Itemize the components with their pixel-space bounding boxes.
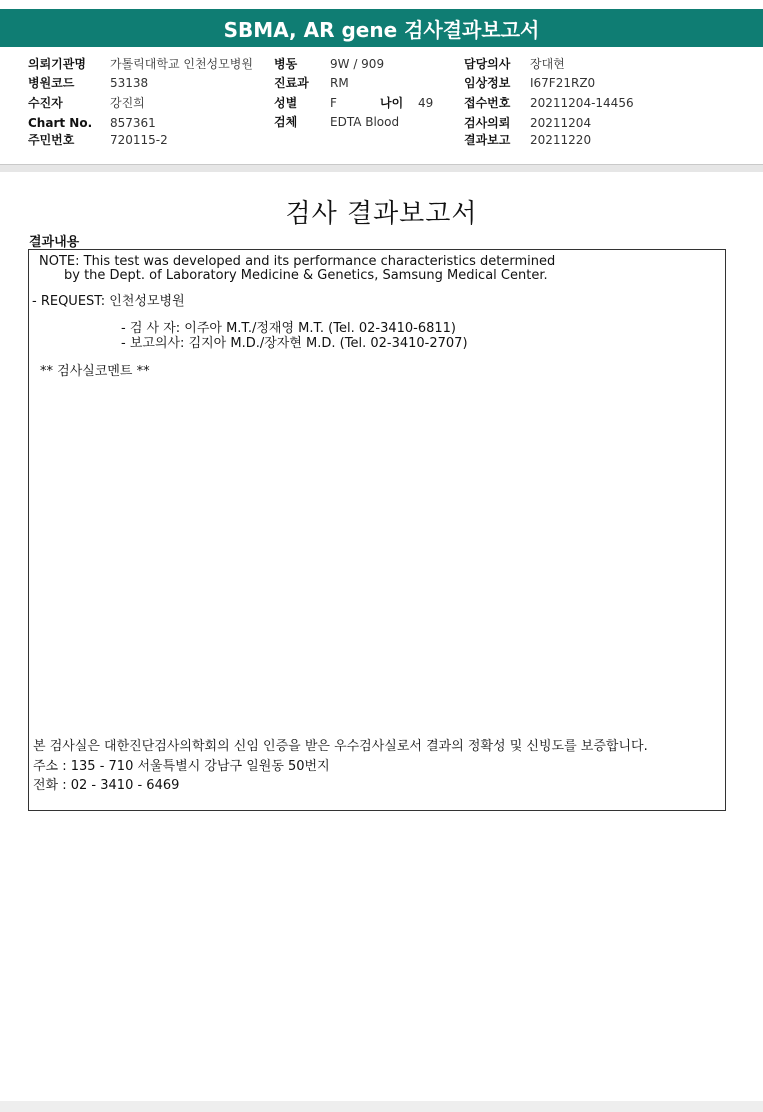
clinical-info-label: 임상정보 <box>464 76 511 90</box>
doctor-label: 담당의사 <box>464 57 511 71</box>
ward-label: 병동 <box>274 57 298 71</box>
hospital-code-label: 병원코드 <box>28 76 75 90</box>
doctor-value: 장대현 <box>530 57 565 71</box>
certification-statement: 본 검사실은 대한진단검사의학회의 신임 인증을 받은 우수검사실로서 결과의 정확성 및 신빙도를 보증합니다. <box>33 739 648 754</box>
sex-value: F <box>330 96 337 110</box>
request-line: - REQUEST: 인천성모병원 <box>32 294 185 309</box>
department-value: RM <box>330 76 349 90</box>
result-content-box <box>28 249 726 811</box>
receipt-no-value: 20211204-14456 <box>530 96 634 110</box>
report-header-bar <box>0 9 763 47</box>
report-date-label: 결과보고 <box>464 133 511 147</box>
hospital-code-value: 53138 <box>110 76 149 90</box>
resident-no-value: 720115-2 <box>110 133 168 147</box>
examinee-label: 수진자 <box>28 96 63 110</box>
specimen-value: EDTA Blood <box>330 115 400 129</box>
examinee-value: 강진희 <box>110 96 145 110</box>
chart-no-value: 857361 <box>110 116 156 130</box>
hospital-value: 가톨릭대학교 인천성모병원 <box>110 57 253 71</box>
resident-no-label: 주민번호 <box>28 133 75 147</box>
receipt-no-label: 접수번호 <box>464 96 511 110</box>
sex-label: 성별 <box>274 96 298 110</box>
clinical-info-value: I67F21RZ0 <box>530 76 596 90</box>
note-line-1: NOTE: This test was developed and its performance characteristics determined <box>39 254 556 269</box>
report-date-value: 20211220 <box>530 133 592 147</box>
document-title: 검사 결과보고서 <box>285 199 478 229</box>
reporter-line: - 보고의사: 김지아 M.D./장자현 M.D. (Tel. 02-3410-2707) <box>121 336 468 351</box>
hospital-label: 의뢰기관명 <box>28 57 86 71</box>
specimen-label: 검체 <box>274 115 298 129</box>
footer-strip <box>0 1101 763 1112</box>
ward-value: 9W / 909 <box>330 57 385 71</box>
lab-phone: 전화 : 02 - 3410 - 6469 <box>33 778 180 793</box>
age-value: 49 <box>418 96 434 110</box>
report-header-title: SBMA, AR gene 검사결과보고서 <box>223 17 540 42</box>
lab-address: 주소 : 135 - 710 서울특별시 강남구 일원동 50번지 <box>33 759 330 774</box>
examiner-line: - 검 사 자: 이주아 M.T./정재영 M.T. (Tel. 02-3410-6811) <box>121 321 456 336</box>
request-date-value: 20211204 <box>530 116 592 130</box>
chart-no-label: Chart No. <box>28 116 93 130</box>
note-line-2: by the Dept. of Laboratory Medicine & Genetics, Samsung Medical Center. <box>64 268 548 283</box>
lab-comment-heading: ** 검사실코멘트 ** <box>40 364 150 379</box>
age-label: 나이 <box>380 96 404 110</box>
result-section-label: 결과내용 <box>29 235 80 250</box>
section-separator <box>0 164 763 172</box>
request-date-label: 검사의뢰 <box>464 116 511 130</box>
department-label: 진료과 <box>274 76 309 90</box>
